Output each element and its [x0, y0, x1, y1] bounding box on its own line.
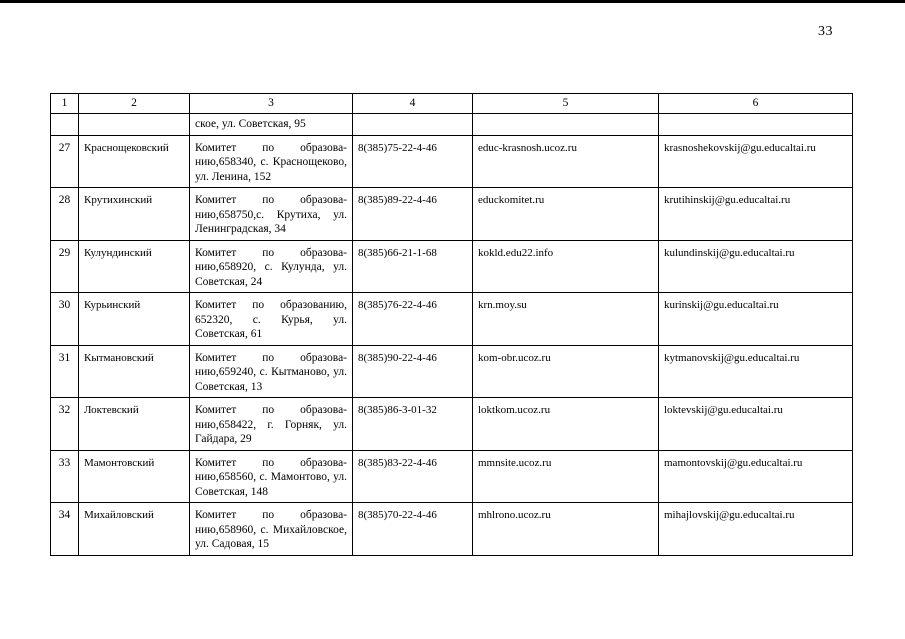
cell-email: [659, 113, 853, 135]
cell-site: loktkom.ucoz.ru: [473, 398, 659, 451]
cell-num: [51, 113, 79, 135]
column-header-2: 2: [79, 94, 190, 114]
cell-site: krn.moy.su: [473, 293, 659, 346]
cell-phone: 8(385)83-22-4-46: [353, 450, 473, 503]
cell-site: educkomitet.ru: [473, 188, 659, 241]
cell-email: krutihinskij@gu.educaltai.ru: [659, 188, 853, 241]
cell-email: mamontovskij@gu.educaltai.ru: [659, 450, 853, 503]
education-committees-table: [50, 93, 853, 556]
cell-num: 27: [51, 135, 79, 188]
cell-phone: 8(385)76-22-4-46: [353, 293, 473, 346]
cell-email: loktevskij@gu.educaltai.ru: [659, 398, 853, 451]
cell-district: Кытмановский: [79, 345, 190, 398]
cell-address: Комитет по образова-нию,658422, г. Горняк, ул. Гайдара, 29: [190, 398, 353, 451]
table-row: [51, 450, 853, 503]
cell-address: ское, ул. Советская, 95: [190, 113, 353, 135]
cell-phone: [353, 113, 473, 135]
cell-address: Комитет по образова-нию,658960, с. Михайловское, ул. Садовая, 15: [190, 503, 353, 556]
cell-district: Кулундинский: [79, 240, 190, 293]
column-header-1: 1: [51, 94, 79, 114]
cell-email: kytmanovskij@gu.educaltai.ru: [659, 345, 853, 398]
cell-phone: 8(385)75-22-4-46: [353, 135, 473, 188]
cell-phone: 8(385)89-22-4-46: [353, 188, 473, 241]
cell-district: Курьинский: [79, 293, 190, 346]
table-header-row: [51, 94, 853, 114]
cell-phone: 8(385)90-22-4-46: [353, 345, 473, 398]
cell-site: mhlrono.ucoz.ru: [473, 503, 659, 556]
cell-phone: 8(385)86-3-01-32: [353, 398, 473, 451]
table-row: [51, 240, 853, 293]
page-number: 33: [818, 24, 833, 39]
cell-email: kurinskij@gu.educaltai.ru: [659, 293, 853, 346]
cell-address: Комитет по образова-нию,658340, с. Краснощеково, ул. Ленина, 152: [190, 135, 353, 188]
cell-district: [79, 113, 190, 135]
table-row: [51, 345, 853, 398]
column-header-3: 3: [190, 94, 353, 114]
cell-site: kom-obr.ucoz.ru: [473, 345, 659, 398]
cell-email: mihajlovskij@gu.educaltai.ru: [659, 503, 853, 556]
table-row: [51, 188, 853, 241]
cell-num: 34: [51, 503, 79, 556]
cell-num: 31: [51, 345, 79, 398]
table-row: [51, 135, 853, 188]
top-rule: [0, 0, 905, 3]
cell-num: 30: [51, 293, 79, 346]
table-row: [51, 503, 853, 556]
cell-email: kulundinskij@gu.educaltai.ru: [659, 240, 853, 293]
cell-district: Крутихинский: [79, 188, 190, 241]
cell-email: krasnoshekovskij@gu.educaltai.ru: [659, 135, 853, 188]
cell-num: 29: [51, 240, 79, 293]
cell-address: Комитет по образова-нию,658560, с. Мамонтово, ул. Советская, 148: [190, 450, 353, 503]
cell-phone: 8(385)66-21-1-68: [353, 240, 473, 293]
cell-num: 32: [51, 398, 79, 451]
cell-address: Комитет по образованию, 652320, с. Курья, ул. Советская, 61: [190, 293, 353, 346]
column-header-4: 4: [353, 94, 473, 114]
cell-phone: 8(385)70-22-4-46: [353, 503, 473, 556]
continuation-row: [51, 113, 853, 135]
cell-address: Комитет по образова-нию,658750,с. Крутиха, ул. Ленинградская, 34: [190, 188, 353, 241]
cell-site: kokld.edu22.info: [473, 240, 659, 293]
cell-num: 28: [51, 188, 79, 241]
column-header-6: 6: [659, 94, 853, 114]
cell-address: Комитет по образова-нию,658920, с. Кулунда, ул. Советская, 24: [190, 240, 353, 293]
cell-district: Михайловский: [79, 503, 190, 556]
cell-district: Мамонтовский: [79, 450, 190, 503]
column-header-5: 5: [473, 94, 659, 114]
cell-district: Локтевский: [79, 398, 190, 451]
cell-site: educ-krasnosh.ucoz.ru: [473, 135, 659, 188]
cell-district: Краснощековский: [79, 135, 190, 188]
table-row: [51, 398, 853, 451]
cell-num: 33: [51, 450, 79, 503]
table-row: [51, 293, 853, 346]
cell-address: Комитет по образова-нию,659240, с. Кытманово, ул. Советская, 13: [190, 345, 353, 398]
cell-site: mmnsite.ucoz.ru: [473, 450, 659, 503]
cell-site: [473, 113, 659, 135]
